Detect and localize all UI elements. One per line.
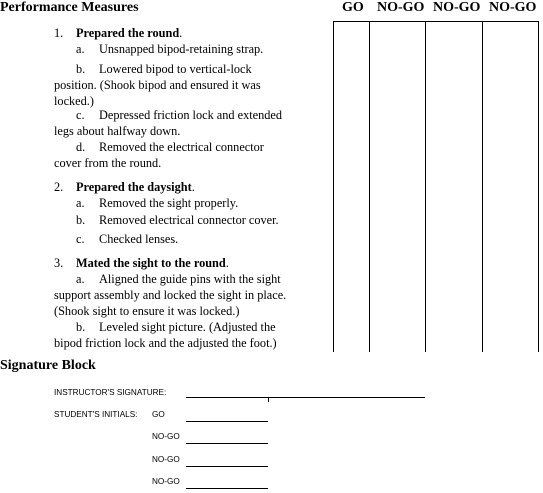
step-1-heading: Prepared the round.	[76, 26, 183, 40]
student-go-line[interactable]	[186, 421, 268, 422]
student-initials-label: STUDENT'S INITIALS:	[54, 410, 138, 419]
column-header-go: GO	[342, 0, 364, 15]
step-1d-text: Removed the electrical connector	[99, 140, 264, 154]
student-go-label: GO	[152, 410, 165, 419]
student-nogo-label-3: NO-GO	[152, 477, 180, 486]
student-nogo-line-3[interactable]	[186, 488, 268, 489]
step-1b-text: position. (Shook bipod and ensured it was	[54, 78, 261, 92]
step-2-number: 2.	[54, 180, 64, 194]
step-2a-label: a.	[76, 196, 85, 210]
step-1a-label: a.	[76, 42, 85, 56]
step-2a-text: Removed the sight properly.	[99, 196, 239, 210]
step-3-number: 3.	[54, 256, 64, 270]
instructor-signature-label: INSTRUCTOR'S SIGNATURE:	[54, 388, 167, 397]
grid-line-2	[369, 21, 370, 352]
grid-line-1	[333, 21, 334, 352]
step-1c-label: c.	[76, 108, 85, 122]
signature-block-title: Signature Block	[0, 358, 96, 373]
step-1c-text: Depressed friction lock and extended	[99, 108, 283, 122]
step-1b-text: locked.)	[54, 94, 94, 108]
student-nogo-line-2[interactable]	[186, 466, 268, 467]
step-2-heading: Prepared the daysight.	[76, 180, 195, 194]
step-1a-text: Unsnapped bipod-retaining strap.	[99, 42, 264, 56]
step-3b-text: bipod friction lock and the adjusted the foot.)	[54, 336, 277, 350]
grid-line-5	[538, 21, 539, 352]
step-3b-label: b.	[76, 320, 86, 334]
step-3-heading: Mated the sight to the round.	[76, 256, 229, 270]
student-nogo-line-1[interactable]	[186, 443, 268, 444]
step-1b-label: b.	[76, 62, 86, 76]
step-3a-label: a.	[76, 272, 85, 286]
step-2b-label: b.	[76, 213, 86, 227]
step-3a-text: (Shook sight to ensure it was locked.)	[54, 304, 240, 318]
step-2c-text: Checked lenses.	[99, 232, 179, 246]
step-3b-text: Leveled sight picture. (Adjusted the	[99, 320, 276, 334]
step-3a-text: support assembly and locked the sight in place.	[54, 288, 287, 302]
step-1b-text: Lowered bipod to vertical-lock	[99, 62, 252, 76]
page-title: Performance Measures	[0, 0, 139, 15]
step-1c-text: legs about halfway down.	[54, 124, 181, 138]
step-2b-text: Removed electrical connector cover.	[99, 213, 279, 227]
step-3a-text: Aligned the guide pins with the sight	[99, 272, 281, 286]
grid-line-4	[482, 21, 483, 352]
step-2c-label: c.	[76, 232, 85, 246]
student-nogo-label-1: NO-GO	[152, 432, 180, 441]
grid-line-3	[425, 21, 426, 352]
grid-top-line	[333, 21, 539, 22]
step-1d-label: d.	[76, 140, 86, 154]
column-header-nogo-3: NO-GO	[489, 0, 537, 15]
step-1-number: 1.	[54, 26, 64, 40]
student-nogo-label-2: NO-GO	[152, 455, 180, 464]
instructor-signature-line[interactable]	[186, 397, 425, 398]
signature-line-tick	[268, 397, 269, 402]
column-header-nogo-2: NO-GO	[433, 0, 481, 15]
step-1d-text: cover from the round.	[54, 156, 162, 170]
column-header-nogo-1: NO-GO	[377, 0, 425, 15]
